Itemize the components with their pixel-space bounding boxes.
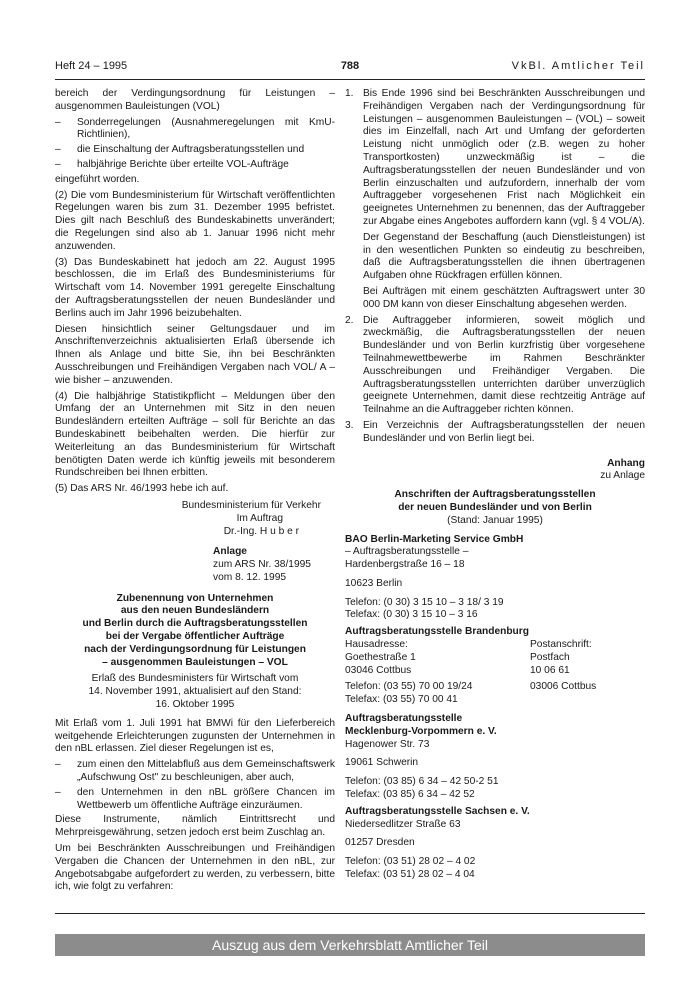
address-line: Postfach	[530, 651, 570, 663]
anlage-ref: zum ARS Nr. 38/1995	[213, 559, 311, 571]
signature-block	[55, 500, 335, 538]
anhang-sub: zu Anlage	[600, 470, 645, 482]
fax-line: Telefax: (0 30) 3 15 10 – 3 16	[345, 609, 478, 621]
address-line: 01257 Dresden	[345, 837, 415, 849]
numbered-item-1-para-2: Der Gegenstand der Beschaffung (auch Dienstleistungen) ist in den wesentlichen Punkten so eindeutig zu beschreiben, daß die Auftragsberatungsstellen die ihnen übertragenen Aufgaben ohne Rückfragen erfüllen können.	[363, 231, 645, 282]
paragraph-5: (5) Das ARS Nr. 46/1993 hebe ich auf.	[55, 483, 229, 495]
footer-banner: Auszug aus dem Verkehrsblatt Amtlicher Teil	[55, 934, 645, 956]
right-column	[345, 88, 645, 882]
phone-line: Telefon: (03 51) 28 02 – 4 02	[345, 856, 476, 868]
header-rule	[55, 79, 645, 80]
org-name-sachsen: Auftragsberatungsstelle Sachsen e. V.	[345, 805, 530, 817]
paragraph-7: Diese Instrumente, nämlich Eintrittsrecht und Mehrpreisgewährung, setzen jedoch erst beim Zuschlag an.	[55, 814, 335, 839]
left-column	[55, 88, 335, 897]
address-list-title: Anschriften der Auftragsberatungsstellen der neuen Bundesländer und von Berlin	[394, 489, 596, 513]
numbered-item-2: 2. Die Auftraggeber informieren, soweit möglich und zweckmäßig, die Auftragsberatungsstellen der neuen Bundesländer und von Berlin kurzfristig über vorgesehene Teilnahmewettbewerbe im Rahmen Beschränkter Ausschreibungen und Freihändiger Vergaben. Die Auftragsberatungsstellen unterrichten darüber unverzüglich geeignete Unternehmen, damit diese rechtzeitig Anträge auf Teilnahme an die Auftraggeber richten können.	[345, 314, 645, 416]
signature-order: Im Auftrag	[236, 512, 283, 524]
anlage-title: Anlage	[213, 546, 247, 558]
page-header	[55, 60, 645, 78]
paragraph-2: (2) Die vom Bundesministerium für Wirtschaft veröffentlichten Regelungen waren bis zum 31. Dezember 1995 befristet. Dies gilt nach Beschluß des Bundeskabinetts unverändert; die Regelungen sind also ab 1. Januar 1996 nicht mehr anzuwenden.	[55, 189, 335, 252]
paragraph-3b: Diesen hinsichtlich seiner Geltungsdauer und im Anschriftenverzeichnis aktualisierten Erlaß übersende ich Ihnen als Anlage und bitte Sie, ihn bei Beschränkten Ausschreibungen und Freihändigen Vergaben nach VOL/ A – wie bisher – anzuwenden.	[55, 323, 335, 386]
fax-line: Telefax: (03 85) 6 34 – 42 52	[345, 789, 475, 801]
org-name-bao: BAO Berlin-Marketing Service GmbH	[345, 533, 524, 545]
address-line: 10623 Berlin	[345, 577, 403, 589]
anlage-date: vom 8. 12. 1995	[213, 571, 287, 583]
address-line: Goethestraße 1	[345, 651, 416, 663]
numbered-item-3: 3. Ein Verzeichnis der Auftragsberatungsstellen der neuen Bundesländer und von Berlin liegt bei.	[345, 419, 645, 444]
paragraph-3: (3) Das Bundeskabinett hat jedoch am 22. August 1995 beschlossen, die im Erlaß des Bundesministeriums für Wirtschaft vom 14. November 1991 geregelte Einschaltung der Auftragsberatungsstellen der neuen Bundesländer und Berlins auch im Jahr 1996 beizubehalten.	[55, 256, 335, 319]
fax-line: Telefax: (03 51) 28 02 – 4 04	[345, 869, 475, 881]
phone-line: Telefon: (03 85) 6 34 – 42 50-2 51	[345, 776, 499, 788]
decree-title: Zubenennung von Unternehmen aus den neuen Bundesländern und Berlin durch die Auftragsberatungsstellen bei der Vergabe öffentlicher Aufträge nach der Verdingungsordnung für Leistungen – ausgenommen Bauleistungen – VOL	[82, 592, 308, 668]
issue-label: Heft 24 – 1995	[55, 60, 128, 72]
address-line: 10 06 61	[530, 664, 570, 676]
address-line: 03006 Cottbus	[530, 681, 597, 693]
address-line: Hausadresse:	[345, 639, 408, 651]
anhang-block	[345, 458, 645, 484]
intro-text: bereich der Verdingungsordnung für Leistungen – ausgenommen Bauleistungen (VOL)	[55, 88, 335, 112]
numbered-item-1-para-3: Bei Aufträgen mit einem geschätzten Auftragswert unter 30 000 DM kann von dieser Einschaltung abgesehen werden.	[363, 285, 645, 310]
paragraph-4: (4) Die halbjährige Statistikpflicht – Meldungen über den Umfang der an Unternehmen mit Sitz in den neuen Bundesländern erteilten Aufträge – soll für Berichte an das Bundeskabinett beibehalten werden. Die hierfür zur Weiterleitung an das Bundesministerium für Wirtschaft benötigten Daten werde ich künftig jeweils mit besonderem Rundschreiben bei Ihnen erbitten.	[55, 390, 335, 479]
list-item: – den Unternehmen in den nBL größere Chancen im Wettbewerb um öffentliche Aufträge einzuräumen.	[55, 786, 335, 811]
address-line: Hardenbergstraße 16 – 18	[345, 559, 465, 571]
address-line: Hagenower Str. 73	[345, 738, 430, 750]
address-line: 03046 Cottbus	[345, 664, 412, 676]
brandenburg-address	[345, 639, 645, 706]
address-line: 19061 Schwerin	[345, 757, 419, 769]
list-item: – halbjährige Berichte über erteilte VOL-Aufträge	[55, 158, 289, 170]
list-item: – die Einschaltung der Auftragsberatungsstellen und	[55, 144, 305, 156]
signature-name: Dr.-Ing. H u b e r	[223, 525, 299, 537]
phone-line: Telefon: (03 55) 70 00 19/24	[345, 681, 473, 693]
fax-line: Telefax: (03 55) 70 00 41	[345, 694, 458, 706]
list-item: – Sonderregelungen (Ausnahmeregelungen mit KmU-Richtlinien),	[55, 116, 335, 141]
paragraph-8: Um bei Beschränkten Ausschreibungen und Freihändigen Vergaben die Chancen der Unternehmen in den nBL, zur Angebotsabgabe aufgefordert zu werden, zu verbessern, bitte ich, wie folgt zu verfahren:	[55, 843, 335, 893]
journal-label: VkBl. Amtlicher Teil	[511, 60, 645, 72]
paragraph: eingeführt worden.	[55, 173, 140, 185]
address-list-stand: (Stand: Januar 1995)	[447, 514, 543, 526]
signature-ministry: Bundesministerium für Verkehr	[181, 499, 321, 511]
page-number: 788	[340, 60, 360, 72]
decree-subtitle: Erlaß des Bundesministers für Wirtschaft vom 14. November 1991, aktualisiert auf den Stand: 16. Oktober 1995	[88, 673, 302, 711]
address-line: – Auftragsberatungsstelle –	[345, 546, 469, 558]
org-name-mv: Auftragsberatungsstelle Mecklenburg-Vorpommern e. V.	[345, 713, 497, 737]
paragraph-6: Mit Erlaß vom 1. Juli 1991 hat BMWi für den Lieferbereich weitgehende Erleichterungen zugunsten der Unternehmen in den nBL erlassen. Ziel dieser Regelungen ist es,	[55, 717, 335, 755]
list-item: – zum einen den Mittelabfluß aus dem Gemeinschaftswerk „Aufschwung Ost" zu beschleunigen, aber auch,	[55, 759, 335, 784]
anlage-block	[213, 546, 335, 584]
numbered-item-1: 1. Bis Ende 1996 sind bei Beschränkten Ausschreibungen und Freihändigen Vergaben nach der Verdingungsordnung für Leistungen – ausgenommen Bauleistungen – (VOL) – soweit dies im Einzelfall, nach Art und Umfang der geforderten Leistung nicht unmöglich oder (z.B. wegen zu hoher Transportkosten) unzweckmäßig ist – die Auftragsberatungsstellen der neuen Bundesländer und von Berlin einzuschalten und aufzufordern, innerhalb der vom Auftraggeber vorgesehenen Frist nach Möglichkeit ein geeignetes Unternehmen zu benennen, das der Auftraggeber zur Abgabe eines Angebotes auffordern kann (vgl. § 4 VOL/A).	[345, 88, 645, 227]
phone-line: Telefon: (0 30) 3 15 10 – 3 18/ 3 19	[345, 596, 504, 608]
anhang-title: Anhang	[607, 457, 645, 469]
org-name-brandenburg: Auftragsberatungsstelle Brandenburg	[345, 626, 529, 638]
footer-rule	[55, 913, 645, 914]
address-line: Niedersedlitzer Straße 63	[345, 818, 461, 830]
address-line: Postanschrift:	[530, 639, 592, 651]
